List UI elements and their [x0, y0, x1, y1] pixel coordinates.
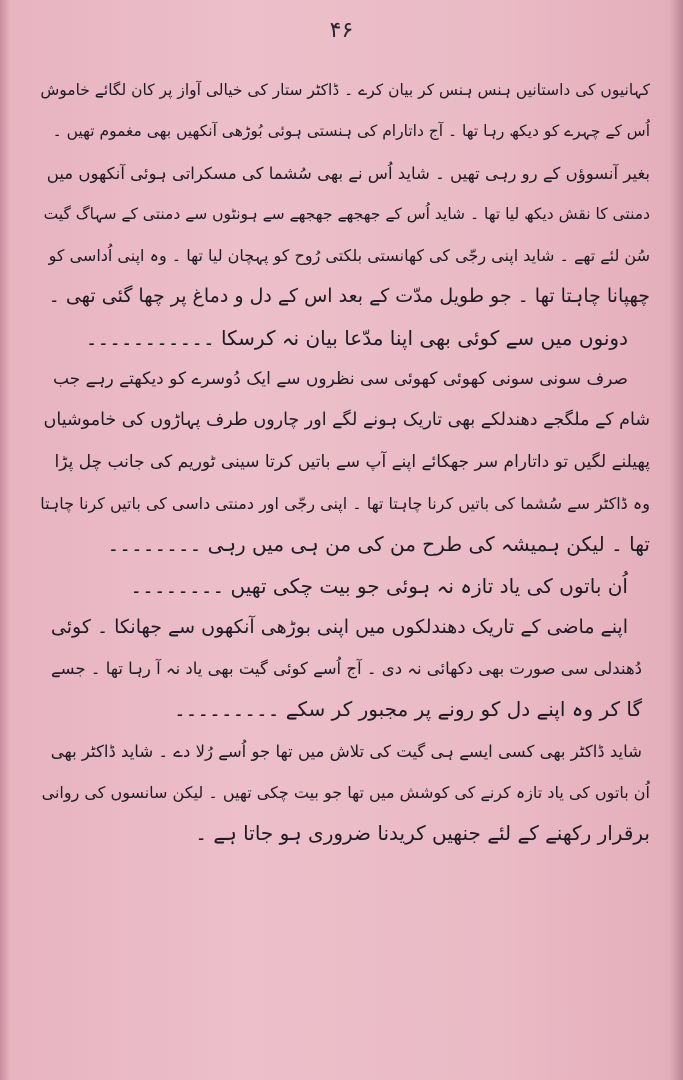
page-edge-right	[669, 0, 683, 1080]
text-line: اُس کے چہرے کو دیکھ رہا تھا ۔ آج داتارام کی ہنستی ہوئی بُوڑھی آنکھیں بھی مغموم تھیں ۔	[52, 122, 650, 141]
text-line: گا کر وہ اپنے دل کو رونے پر مجبور کر سکے ۔۔۔۔۔۔۔۔۔	[173, 697, 642, 722]
text-line: چھپانا چاہتا تھا ۔ جو طویل مدّت کے بعد اس کے دل و دماغ پر چھا گئی تھی ۔	[48, 285, 650, 308]
text-line: بغیر آنسوؤں کے رو رہی تھیں ۔ شاید اُس نے بھی سُشما کی مسکراتی ہوئی آنکھوں میں	[46, 163, 650, 183]
text-line: اُن باتوں کی یاد تازہ نہ ہوئی جو بیت چکی تھیں ۔۔۔۔۔۔۔۔	[130, 573, 628, 598]
text-line: تھا ۔ لیکن ہمیشہ کی طرح من کی من ہی میں رہی ۔۔۔۔۔۔۔۔	[107, 532, 650, 557]
text-line: اپنے ماضی کے تاریک دھندلکوں میں اپنی بوڑھی آنکھوں سے جھانکا ۔ کوئی	[50, 615, 628, 638]
text-line: شام کے ملگجے دھندلکے بھی تاریک ہونے لگے اور چاروں طرف پہاڑوں کی خاموشیاں	[43, 410, 650, 431]
text-line: کہانیوں کی داستانیں ہنس ہنس کر بیان کرے ۔ ڈاکٹر ستار کی خیالی آواز پر کان لگائے خاموش	[40, 81, 650, 99]
text-line: برقرار رکھنے کے لئے جنھیں کریدنا ضروری ہو جاتا ہے ۔	[195, 821, 650, 846]
text-line: دُھندلی سی صورت بھی دکھائی نہ دی ۔ آج اُسے کوئی گیت بھی یاد نہ آ رہا تھا ۔ جسے	[50, 659, 642, 679]
page-number: ۴۶	[329, 18, 354, 43]
text-line: دمنتی کا نقش دیکھ لیا تھا ۔ شاید اُس کے جھجھے جھجھے سے ہونٹوں سے دمنتی کے سہاگ گیت	[43, 204, 650, 223]
text-line: صرف سونی سونی کھوئی کھوئی سی نظروں سے ایک دُوسرے کو دیکھتے رہے جب	[53, 369, 628, 390]
text-line: پھیلنے لگیں تو داتارام سر جھکائے اپنے آپ سے باتیں کرتا سینی ٹوریم کی جانب چل پڑا	[54, 451, 650, 472]
text-line: وہ ڈاکٹر سے سُشما کی باتیں کرنا چاہتا تھا ۔ اپنی رجّی اور دمنتی داسی کی باتیں کرنا چاہتا	[40, 493, 650, 513]
text-line: سُن لئے تھے ۔ شاید اپنی رجّی کی کھانستی بلکتی رُوح کو پہچان لیا تھا ۔ وہ اپنی اُداسی کو	[48, 246, 650, 266]
text-line: دونوں میں سے کوئی بھی اپنا مدّعا بیان نہ کرسکا ۔۔۔۔۔۔۔۔۔۔۔	[85, 325, 628, 350]
text-line: شاید ڈاکٹر بھی کسی ایسے ہی گیت کی تلاش میں تھا جو اُسے رُلا دے ۔ شاید ڈاکٹر بھی	[50, 741, 642, 761]
text-line: اُن باتوں کی یاد تازہ کرنے کی کوشش میں تھا جو بیت چکی تھیں ۔ لیکن سانسوں کی روانی	[41, 783, 650, 803]
page-text	[40, 70, 650, 855]
page-edge-left	[0, 0, 10, 1080]
